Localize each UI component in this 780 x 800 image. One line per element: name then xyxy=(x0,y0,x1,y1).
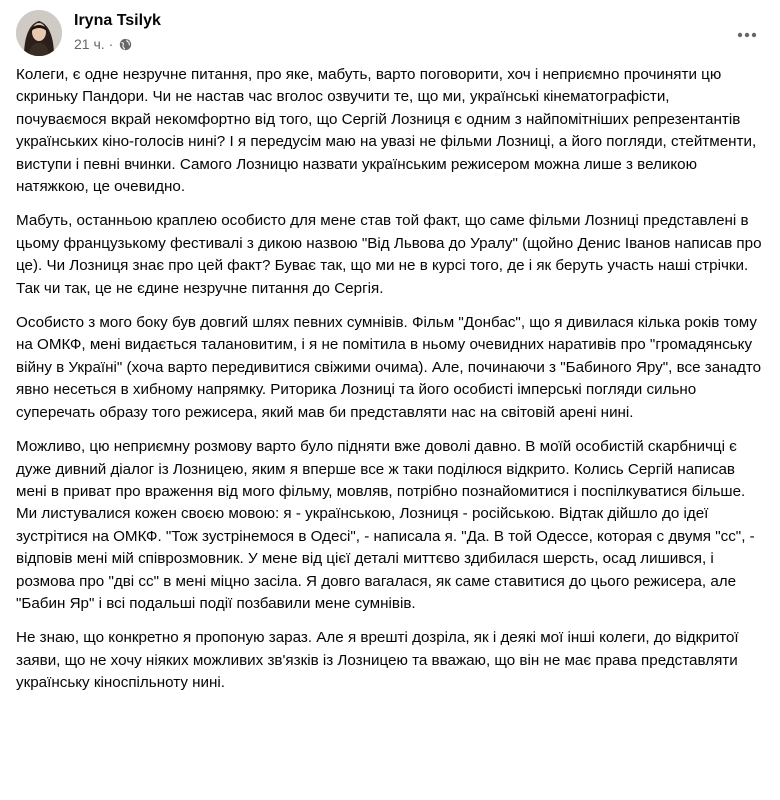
post-paragraph: Особисто з мого боку був довгий шлях певних сумнівів. Фільм "Донбас", що я дивилася кілька років тому на ОМКФ, мені видається талановитим, і я не помітила в ньому очевидних наративів про "громадянську війну в Україні" (хоча варто передивитися свіжими очима). Але, починаючи з "Бабиного Яру", все занадто явно несеться в хибному напрямку. Риторика Лозниці та його особисті імперські погляди сильно суперечать образу того режисера, який мав би представляти нас на світовій арені нині. xyxy=(16,314,762,421)
post-paragraph: Не знаю, що конкретно я пропоную зараз. Але я врешті дозріла, як і деякі мої інші колеги, до відкритої заяви, що не хочу ніяких можливих зв'язків із Лозницею та вважаю, що він не має права представляти українську кіноспільноту нині. xyxy=(16,629,739,692)
post-paragraph: Мабуть, останньою краплею особисто для мене став той факт, що саме фільми Лозниці представлені в цьому французькому фестивалі з дикою назвою "Від Львова до Уралу" (щойно Денис Іванов написав про це). Чи Лозниця знає про цей факт? Буває так, що ми не в курсі того, де і як беруть участь наші стрічки. Так чи так, це не єдине незручне питання до Сергія. xyxy=(16,212,762,297)
post-paragraph: Можливо, цю неприємну розмову варто було підняти вже доволі давно. В моїй особистій скарбничці є дуже дивний діалог із Лозницею, яким я вперше все ж таки поділюся відкрито. Колись Сергій написав мені в приват про враження від мого фільму, мовляв, потрібно познайомитися і поспілкуватися більше. Ми листувалися кожен своєю мовою: я - українською, Лозниця - російською. Відтак дійшло до ідеї зустрітися на ОМКФ. "Тож зустрінемося в Одесі", - написала я. "Да. В той Одессе, которая с двумя "сс", - відповів мені мій співрозмовник. У мене від цієї деталі миттєво здибилася шерсть, осад лишився, і розмова про "дві сс" в мені міцно засіла. Я довго вагалася, як саме ставитися до цього режисера, але "Бабин Яр" і всі подальші події позбавили мене сумнівів. xyxy=(16,438,755,612)
globe-icon[interactable] xyxy=(119,38,132,51)
post-header xyxy=(16,10,764,58)
post-meta xyxy=(74,36,132,52)
post-paragraph: Колеги, є одне незручне питання, про яке, мабуть, варто поговорити, хоч і неприємно прочиняти цю скриньку Пандори. Чи не настав час вголос озвучити те, що ми, українські кінематографісти, почуваємося вкрай некомфортно від того, що Сергій Лозниця є одним з найпомітніших репрезентантів українських кіно-голосів нині? І я передусім маю на увазі не фільми Лозниці, а його погляди, стейтменти, виступи і певні вчинки. Самого Лозницю назвати українським режисером можна лише з великою натяжкою, це очевидно. xyxy=(16,66,757,196)
avatar[interactable] xyxy=(16,10,62,56)
meta-separator: · xyxy=(108,36,114,52)
more-horizontal-icon[interactable] xyxy=(734,22,760,48)
avatar-photo-icon xyxy=(16,10,62,56)
post-body xyxy=(16,64,764,707)
author-name[interactable]: Iryna Tsilyk xyxy=(74,12,161,29)
post-timestamp[interactable]: 21 ч. xyxy=(74,36,105,52)
